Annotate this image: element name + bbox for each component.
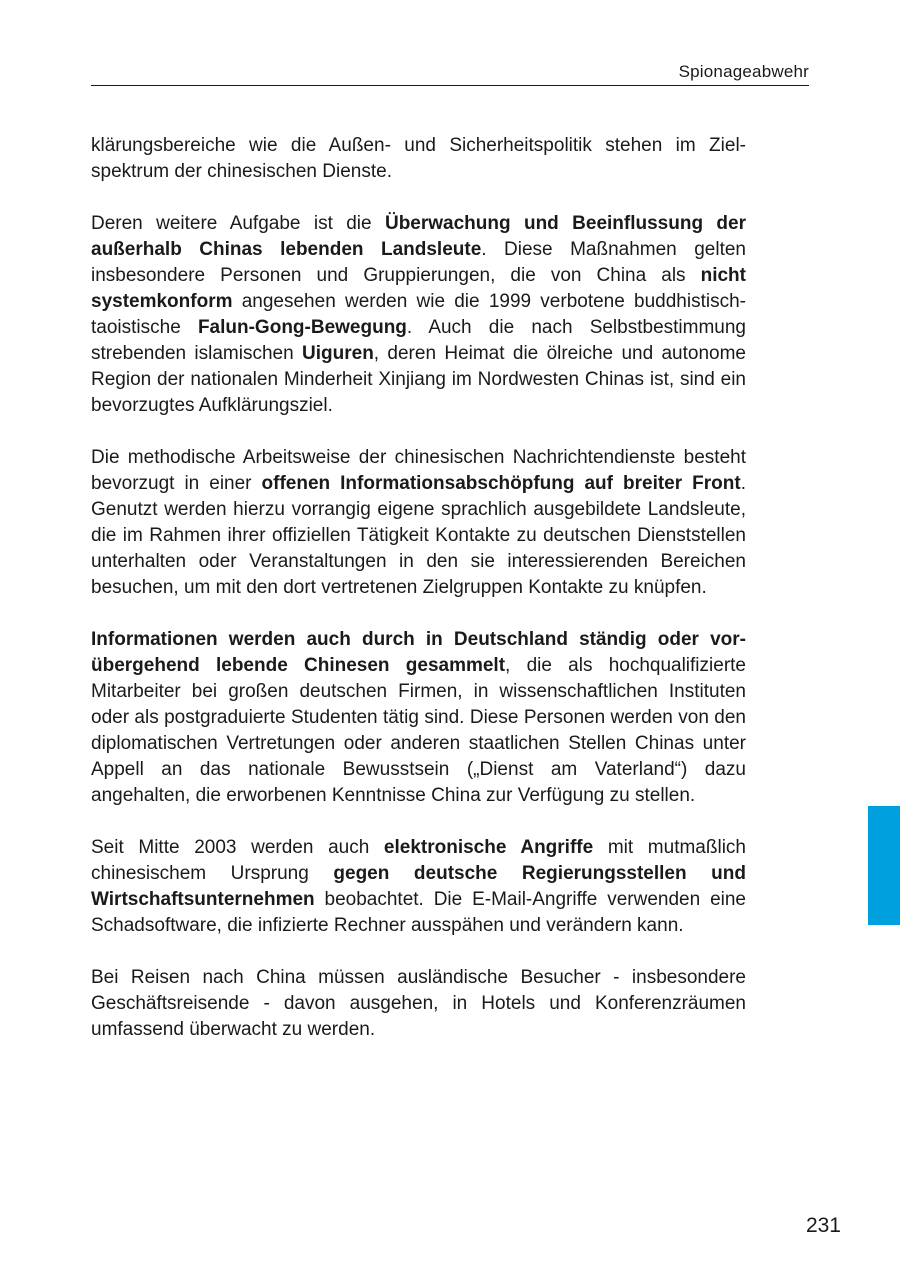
running-header	[91, 60, 809, 86]
body-text-run: , deren Heimat die ölreiche und autonome Region der nationalen Minderheit Xinjiang im Nordwesten Chinas ist, sind ein bevorzugtes Aufklärungsziel.	[91, 343, 746, 416]
body-text	[91, 133, 746, 1069]
body-text-run: Bei Reisen nach China müssen ausländische Besucher - insbesondere Geschäftsreisende - davon ausgehen, in Hotels und Konferenzräumen umfassend überwacht zu werden.	[91, 967, 746, 1040]
emphasis-text: Überwachung und Beeinflussung der außerhalb Chinas lebenden Landsleute	[91, 213, 746, 260]
emphasis-text: nicht systemkonform	[91, 265, 746, 312]
body-text-run: mit mutmaßlich chinesischem Ursprung	[91, 837, 746, 884]
paragraph	[91, 965, 746, 1043]
body-text-run: Die methodische Arbeitsweise der chinesischen Nachrichtendienste besteht bevorzugt in einer	[91, 447, 746, 494]
header-title: Spionageabwehr	[678, 62, 809, 81]
body-text-run: , die als hochqualifizierte Mitarbeiter bei großen deutschen Firmen, in wissenschaftlichen Instituten oder als postgraduierte Studenten tätig sind. Diese Personen werden von den diplomatischen Vertretungen oder anderen staatlichen Stellen Chinas unter Appell an das nationale Bewusstsein („Dienst am Vaterland“) dazu angehalten, die erworbenen Kenntnisse China zur Verfügung zu stellen.	[91, 655, 746, 806]
body-text-run: Seit Mitte 2003 werden auch	[91, 837, 384, 858]
paragraph	[91, 445, 746, 601]
body-text-run: klärungsbereiche wie die Außen- und Sicherheitspolitik stehen im Zielspektrum der chinesischen Dienste.	[91, 135, 746, 182]
chapter-thumb-tab	[868, 806, 900, 925]
page-number: 231	[805, 1214, 841, 1237]
body-text-run: . Genutzt werden hierzu vorrangig eigene sprachlich ausgebildete Landsleute, die im Rahmen ihrer offiziellen Tätigkeit Kontakte zu deutschen Dienststellen unterhalten oder Veranstaltungen in den sie interessierenden Bereichen besuchen, um mit den dort vertretenen Zielgruppen Kontakte zu knüpfen.	[91, 473, 746, 598]
paragraph	[91, 835, 746, 939]
emphasis-text: Uiguren	[302, 343, 374, 364]
body-text-run: beobachtet. Die E-Mail-Angriffe verwenden eine Schadsoftware, die infizierte Rechner ausspähen und verändern kann.	[91, 889, 746, 936]
body-text-run: Deren weitere Aufgabe ist die	[91, 213, 385, 234]
paragraph	[91, 627, 746, 809]
emphasis-text: Falun-Gong-Bewegung	[197, 317, 407, 338]
paragraph	[91, 133, 746, 185]
emphasis-text: gegen deutsche Regierungsstellen und Wirtschaftsunternehmen	[91, 863, 746, 910]
body-text-run: . Diese Maßnahmen gelten insbesondere Personen und Gruppierungen, die von China als	[91, 239, 746, 286]
body-text-run: angesehen werden wie die 1999 verbotene buddhistisch-taoistische	[91, 291, 746, 338]
body-text-run: . Auch die nach Selbstbestimmung strebenden islamischen	[91, 317, 746, 364]
emphasis-text: elektronische Angriffe	[383, 837, 594, 858]
paragraph	[91, 211, 746, 419]
emphasis-text: Informationen werden auch durch in Deutschland ständig oder vorübergehend lebende Chinesen gesammelt	[91, 629, 746, 676]
emphasis-text: offenen Informationsabschöpfung auf breiter Front	[261, 473, 741, 494]
